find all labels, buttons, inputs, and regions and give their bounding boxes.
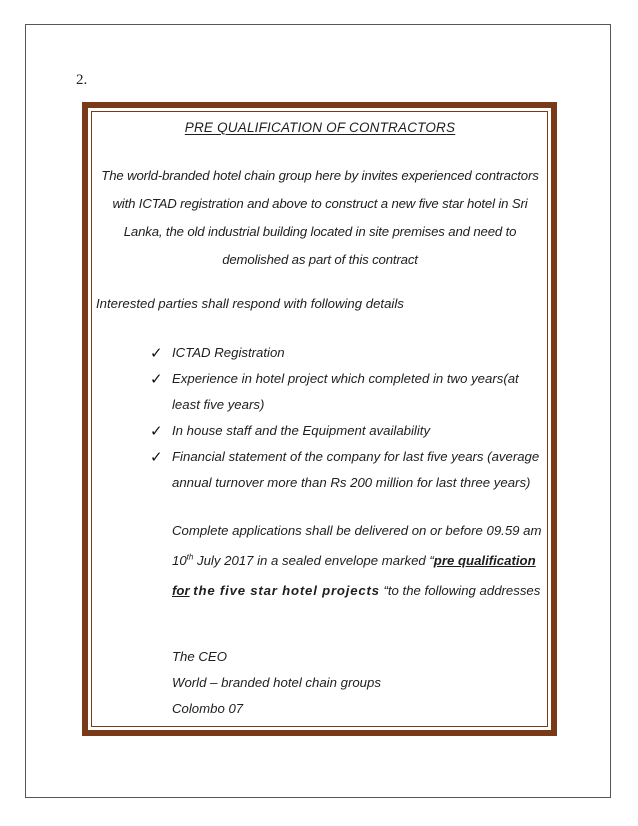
list-item-text: Financial statement of the company for last five years (average annual turnover more than Rs 200 million for last three years) [172, 449, 540, 490]
delivery-text-2: July 2017 in a sealed envelope marked “ [193, 553, 434, 568]
check-icon: ✓ [150, 344, 163, 362]
envelope-marking-1: pre qualification for [172, 553, 536, 598]
envelope-marking-2: the five star hotel projects [193, 583, 380, 598]
check-icon: ✓ [150, 448, 163, 466]
list-item [148, 418, 548, 444]
intro-paragraph: The world-branded hotel chain group here by invites experienced contractors with ICTAD registration and above to construct a new five star hotel in Sri Lanka, the old industrial building located in site premises and need to demolished as part of this contract [101, 168, 539, 267]
list-item-text: Experience in hotel project which completed in two years(at least five years) [172, 371, 519, 412]
check-icon: ✓ [150, 370, 163, 388]
notice-title: PRE QUALIFICATION OF CONTRACTORS [184, 120, 456, 135]
delivery-text-3: “to the following addresses [379, 583, 541, 598]
address-line-2: World – branded hotel chain groups [172, 675, 381, 690]
list-item-text: ICTAD Registration [172, 345, 285, 360]
list-item [148, 444, 548, 496]
list-item [148, 340, 548, 366]
delivery-text-1: Complete applications shall be delivered on or before 09.59 am 10 [172, 523, 542, 568]
address-line-1: The CEO [172, 649, 227, 664]
address-line-3: Colombo 07 [172, 701, 244, 716]
page-number: 2. [76, 72, 88, 88]
requirements-checklist [148, 340, 548, 496]
date-suffix: th [186, 552, 194, 562]
list-item-text: In house staff and the Equipment availability [172, 423, 431, 438]
delivery-paragraph [172, 516, 548, 606]
check-icon: ✓ [150, 422, 163, 440]
list-item [148, 366, 548, 418]
address-block [172, 644, 548, 722]
respond-line: Interested parties shall respond with following details [96, 296, 404, 311]
